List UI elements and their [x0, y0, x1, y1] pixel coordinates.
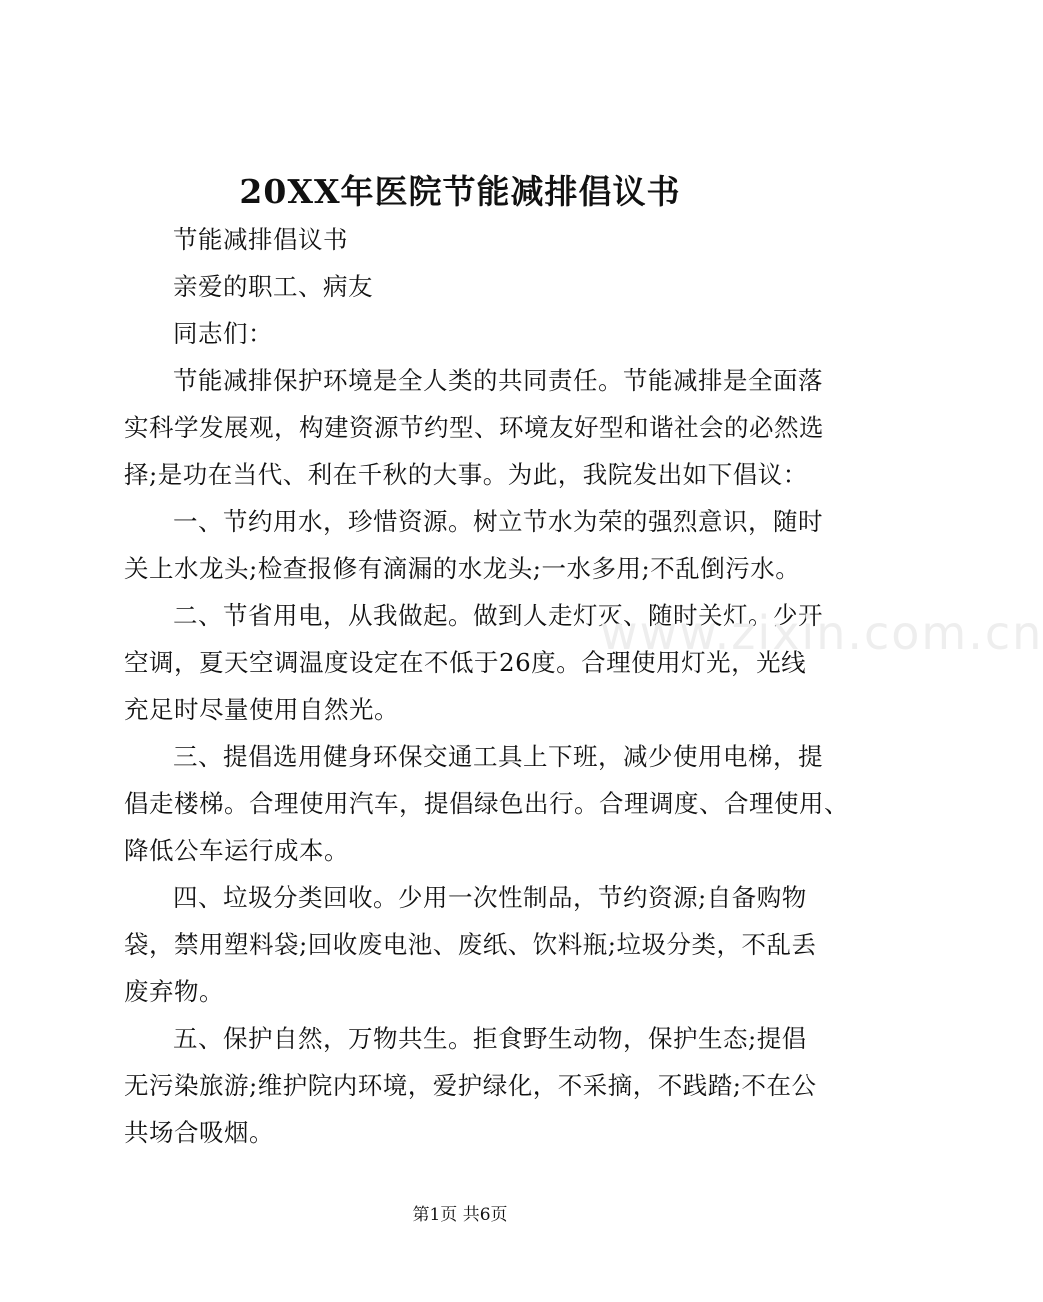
- heading-line: 节能减排倡议书: [173, 225, 348, 254]
- watermark: www.zixin.com.cn: [600, 606, 1043, 660]
- text-line: 废弃物。: [124, 977, 224, 1006]
- document-title: 20XX年医院节能减排倡议书: [239, 172, 681, 211]
- text-line: 袋，禁用塑料袋;回收废电池、废纸、饮料瓶;垃圾分类，不乱丢: [124, 930, 817, 959]
- text-line: 一、节约用水，珍惜资源。树立节水为荣的强烈意识，随时: [173, 507, 823, 536]
- text-line: 关上水龙头;检查报修有滴漏的水龙头;一水多用;不乱倒污水。: [124, 554, 801, 583]
- text-line: 共场合吸烟。: [124, 1118, 274, 1147]
- text-line: 二、节省用电，从我做起。做到人走灯灭、随时关灯。少开: [173, 601, 823, 630]
- salutation-line: 同志们：: [173, 319, 273, 348]
- text-line: 无污染旅游;维护院内环境，爱护绿化，不采摘，不践踏;不在公: [124, 1071, 817, 1100]
- text-line: 实科学发展观，构建资源节约型、环境友好型和谐社会的必然选: [124, 413, 824, 442]
- page-footer: 第1页 共6页: [412, 1205, 508, 1225]
- text-line: 三、提倡选用健身环保交通工具上下班，减少使用电梯，提: [173, 742, 823, 771]
- text-line: 倡走楼梯。合理使用汽车，提倡绿色出行。合理调度、合理使用、: [124, 789, 849, 818]
- text-line: 四、垃圾分类回收。少用一次性制品，节约资源;自备购物: [173, 883, 807, 912]
- text-line: 降低公车运行成本。: [124, 836, 349, 865]
- salutation-line: 亲爱的职工、病友: [173, 272, 373, 301]
- text-line: 择;是功在当代、利在千秋的大事。为此，我院发出如下倡议：: [124, 460, 808, 489]
- text-line: 充足时尽量使用自然光。: [124, 695, 399, 724]
- text-line: 空调，夏天空调温度设定在不低于26度。合理使用灯光，光线: [124, 648, 807, 677]
- text-line: 节能减排保护环境是全人类的共同责任。节能减排是全面落: [173, 366, 823, 395]
- text-line: 五、保护自然，万物共生。拒食野生动物，保护生态;提倡: [173, 1024, 807, 1053]
